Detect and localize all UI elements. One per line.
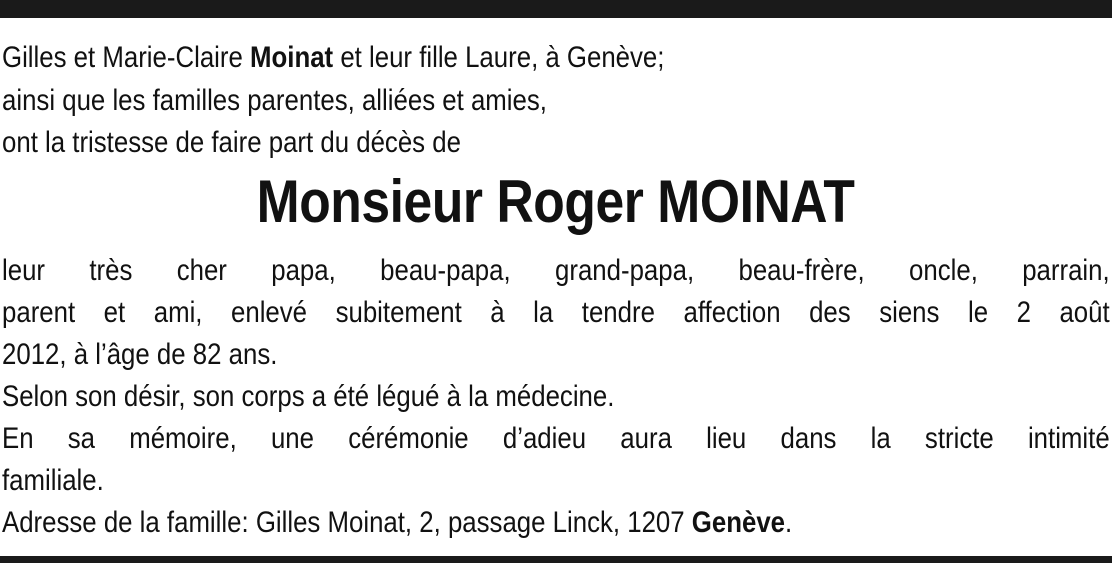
- body-line-3: 2012, à l’âge de 82 ans.: [2, 338, 278, 371]
- body-line-5: En sa mémoire, une cérémonie d’adieu aura lieu dans la stricte intimité: [2, 422, 1110, 455]
- address-line: Adresse de la famille: Gilles Moinat, 2, passage Linck, 1207 Genève.: [2, 506, 793, 539]
- body-line-1: leur très cher papa, beau-papa, grand-papa, beau-frère, oncle, parrain,: [2, 254, 1110, 287]
- family-surname: Moinat: [250, 41, 334, 74]
- intro-line-1: Gilles et Marie-Claire Moinat et leur fille Laure, à Genève;: [2, 41, 665, 74]
- address-city: Genève: [691, 506, 786, 539]
- body-line-6: familiale.: [2, 464, 104, 497]
- body-line-2: parent et ami, enlevé subitement à la tendre affection des siens le 2 août: [2, 296, 1110, 329]
- body-line-4: Selon son désir, son corps a été légué à la médecine.: [2, 380, 615, 413]
- bottom-rule: [0, 556, 1112, 563]
- top-rule: [0, 0, 1112, 18]
- deceased-name: Monsieur Roger MOINAT: [257, 168, 855, 235]
- intro-line-3: ont la tristesse de faire part du décès de: [2, 126, 461, 159]
- intro-line-2: ainsi que les familles parentes, alliées et amies,: [2, 84, 547, 117]
